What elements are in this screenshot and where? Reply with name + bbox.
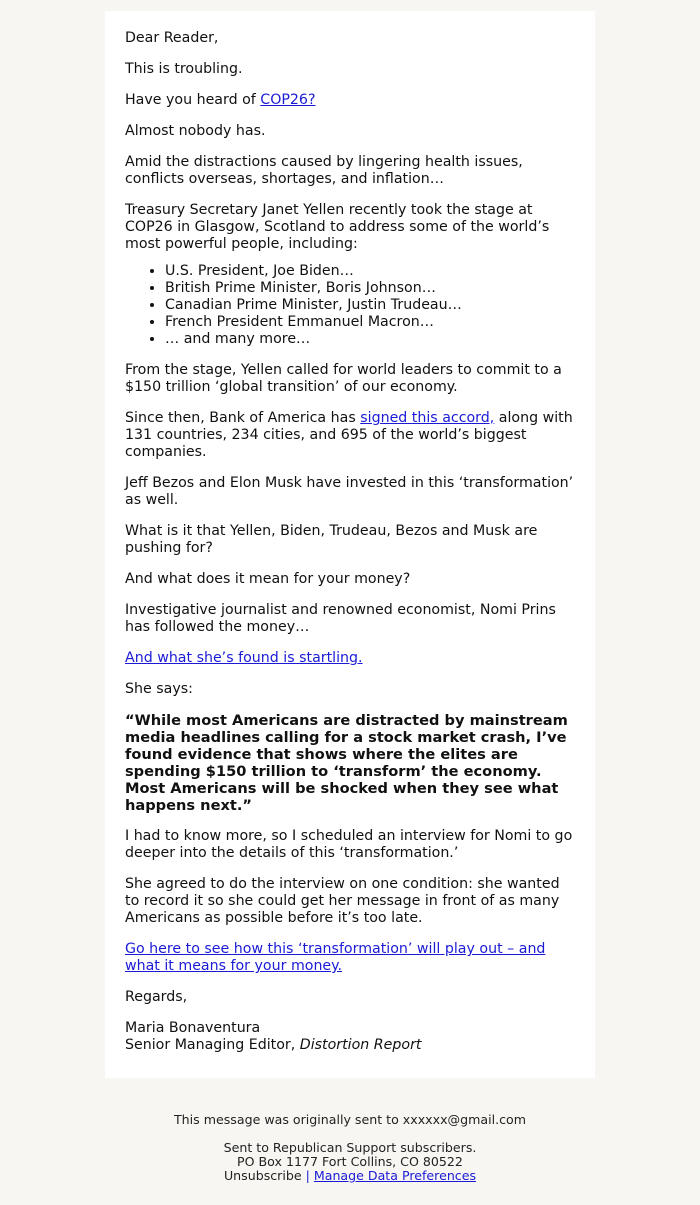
paragraph-text: along with 131 countries, 234 cities, and 695 of the world’s biggest companies.	[125, 410, 573, 460]
paragraph	[125, 941, 575, 975]
email-footer	[0, 1113, 700, 1183]
paragraph-text: Have you heard of	[125, 92, 261, 108]
cop26-link[interactable]: COP26?	[260, 92, 316, 108]
quote: “While most Americans are distracted by mainstream media headlines calling for a stock market crash, I’ve found evidence that shows where the elites are spending $150 trillion to ‘transform’ the economy. Most Americans will be shocked when they see what happens next.”	[125, 712, 568, 814]
leaders-list	[125, 263, 575, 348]
paragraph: I had to know more, so I scheduled an interview for Nomi to go deeper into the details of this ‘transformation.’	[125, 828, 573, 861]
startling-link[interactable]: And what she’s found is startling.	[125, 650, 363, 666]
list-item: • … and many more…	[165, 331, 575, 348]
paragraph: Treasury Secretary Janet Yellen recently took the stage at COP26 in Glasgow, Scotland to address some of the world’s most powerful people, including:	[125, 202, 550, 252]
signer-title	[125, 1037, 575, 1054]
footer-links	[0, 1169, 700, 1183]
list-item: • Canadian Prime Minister, Justin Trudeau…	[165, 297, 575, 314]
paragraph: Investigative journalist and renowned economist, Nomi Prins has followed the money…	[125, 602, 556, 635]
paragraph: This is troubling.	[125, 61, 243, 77]
transformation-link[interactable]: Go here to see how this ‘transformation’ will play out – and what it means for your money.	[125, 941, 546, 974]
publication-name: Distortion Report	[299, 1037, 422, 1053]
paragraph: Amid the distractions caused by lingering health issues, conflicts overseas, shortages, and inflation…	[125, 154, 523, 187]
paragraph: What is it that Yellen, Biden, Trudeau, Bezos and Musk are pushing for?	[125, 523, 538, 556]
sent-to-notice: This message was originally sent to xxxxxx@gmail.com	[173, 1112, 527, 1127]
paragraph: Jeff Bezos and Elon Musk have invested in this ‘transformation’ as well.	[125, 475, 574, 508]
closing: Regards,	[125, 989, 188, 1005]
email-body	[105, 11, 595, 1078]
paragraph	[125, 650, 575, 667]
list-item: • U.S. President, Joe Biden…	[165, 263, 575, 280]
paragraph	[125, 92, 575, 109]
paragraph: And what does it mean for your money?	[125, 571, 411, 587]
paragraph: From the stage, Yellen called for world leaders to commit to a $150 trillion ‘global transition’ of our economy.	[125, 362, 562, 395]
separator: |	[305, 1168, 310, 1183]
list-item: • French President Emmanuel Macron…	[165, 314, 575, 331]
paragraph: Almost nobody has.	[125, 123, 266, 139]
signer-name: Maria Bonaventura	[125, 1020, 261, 1036]
paragraph: She says:	[125, 681, 193, 697]
list-item: • British Prime Minister, Boris Johnson…	[165, 280, 575, 297]
paragraph	[125, 410, 575, 461]
postal-address: PO Box 1177 Fort Collins, CO 80522	[237, 1154, 463, 1169]
paragraph-text: Since then, Bank of America has	[125, 410, 361, 426]
accord-link[interactable]: signed this accord,	[360, 410, 495, 426]
unsubscribe-text[interactable]: Unsubscribe	[223, 1168, 302, 1183]
subscribers-notice: Sent to Republican Support subscribers.	[223, 1140, 477, 1155]
manage-preferences-link[interactable]: Manage Data Preferences	[313, 1168, 477, 1183]
paragraph: She agreed to do the interview on one condition: she wanted to record it so she could get her message in front of as many Americans as possible before it’s too late.	[125, 876, 560, 926]
greeting: Dear Reader,	[125, 30, 219, 46]
signer-role: Senior Managing Editor,	[125, 1037, 300, 1053]
